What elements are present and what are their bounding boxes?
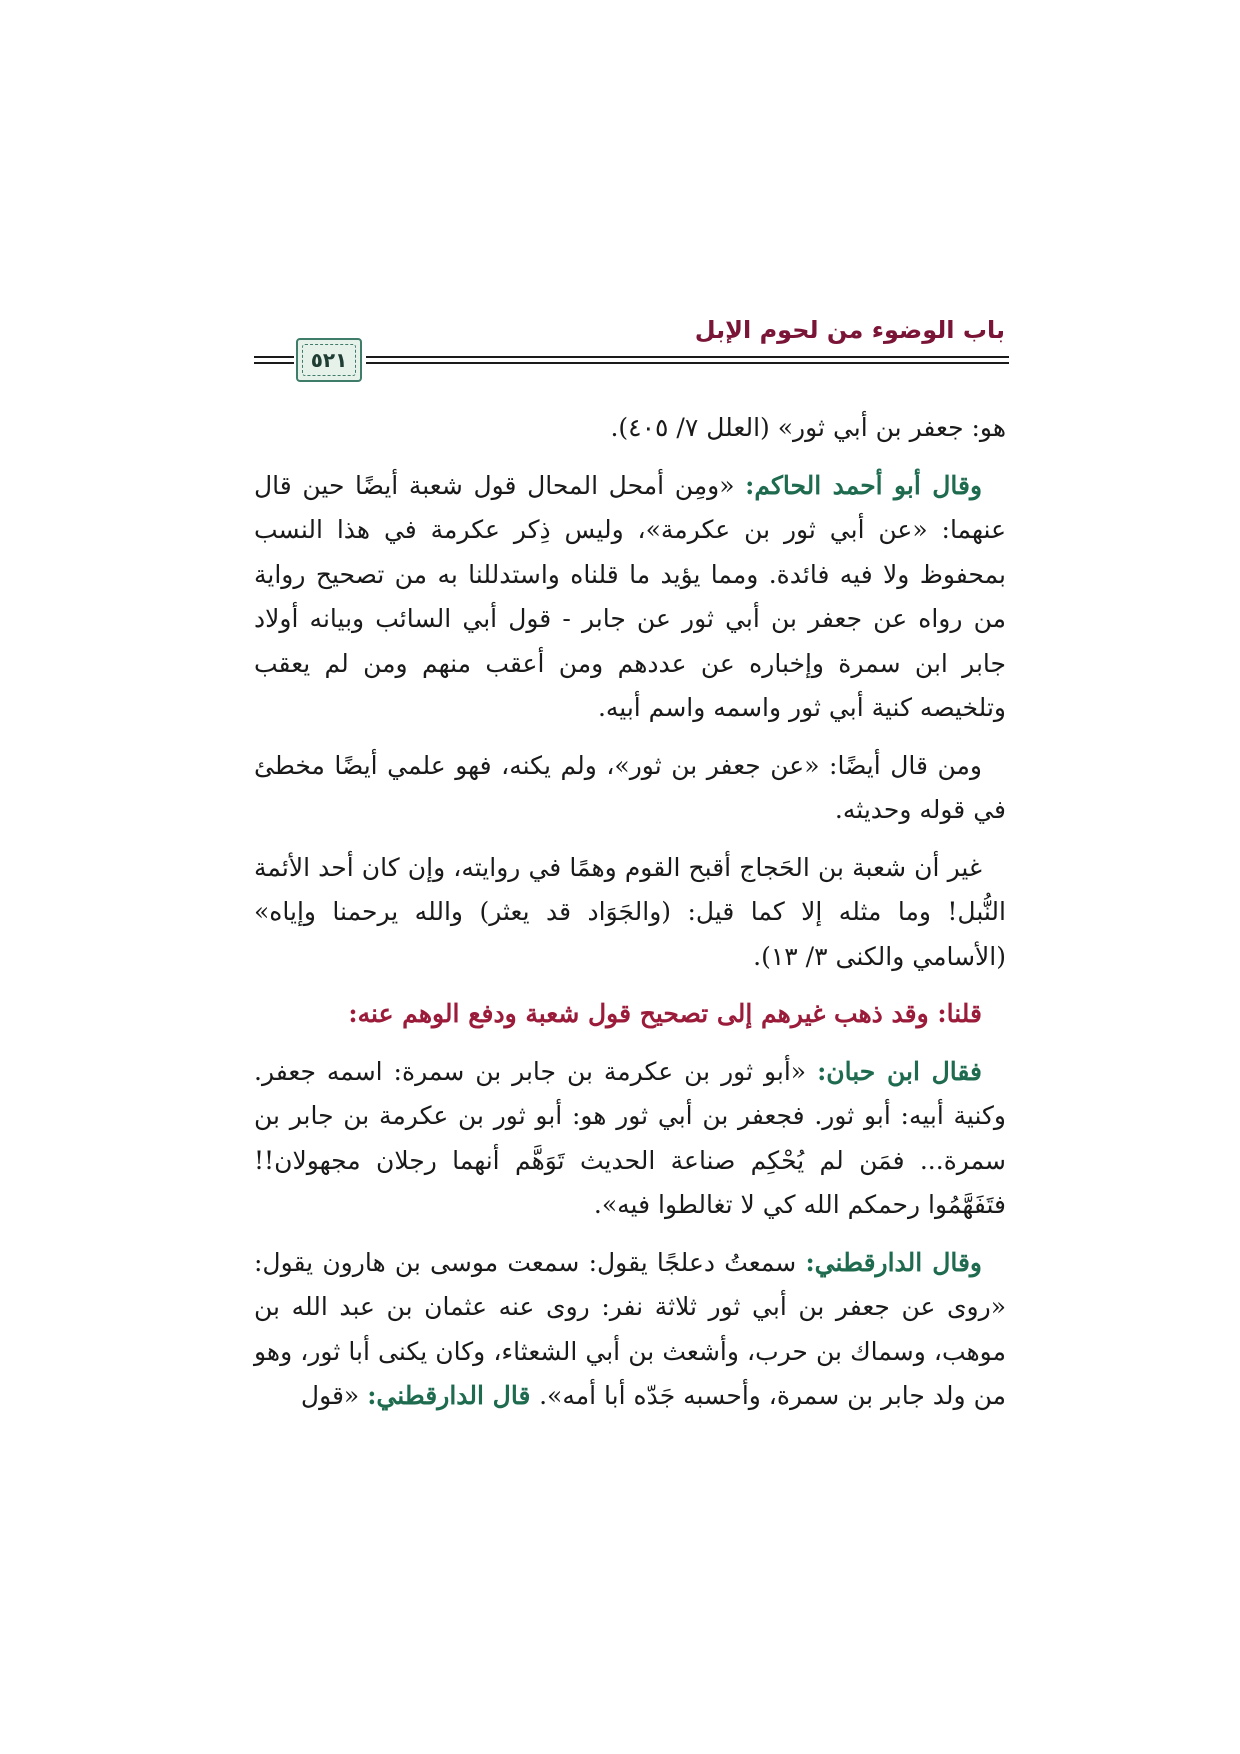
speaker-label: فقال ابن حبان: [817, 1056, 982, 1086]
header-rule-left-bottom [254, 362, 294, 364]
speaker-label-2: قال الدارقطني: [367, 1381, 540, 1410]
header-rule-top [366, 356, 1009, 358]
paragraph-hakim [254, 464, 1006, 731]
paragraph-text: هو: جعفر بن أبي ثور» (العلل ٧/ ٤٠٥). [610, 413, 1006, 442]
paragraph-ibn-hibban [254, 1050, 1006, 1228]
speaker-label: وقال أبو أحمد الحاكم: [745, 470, 983, 500]
page-number: ٥٢١ [310, 348, 348, 372]
chapter-title: باب الوضوء من لحوم الإبل [694, 316, 1005, 344]
header-rule-bottom [366, 362, 1009, 364]
page-number-frame [296, 338, 362, 382]
paragraph-qulna [254, 992, 1006, 1037]
paragraph-kunya [254, 744, 1006, 833]
page-header [254, 316, 1009, 386]
paragraph-shuba [254, 846, 1006, 980]
page-body [254, 406, 1006, 1432]
paragraph-continuation [254, 406, 1006, 451]
paragraph-text: غير أن شعبة بن الحَجاج أقبح القوم وهمًا في روايته، وإن كان أحد الأئمة النُّبل! وما مثله إلا كما قيل: (والجَوَاد قد يعثر) والله يرحمنا وإياه» (الأسامي والكنى ٣/ ١٣). [254, 852, 1006, 971]
paragraph-text: «ومِن أمحل المحال قول شعبة أيضًا حين قال عنهما: «عن أبي ثور بن عكرمة»، وليس ذِكر عكرمة في هذا النسب بمحفوظ ولا فيه فائدة. ومما يؤيد ما قلناه واستدللنا به من تصحيح رواية من رواه عن جعفر بن أبي ثور عن جابر - قول أبي السائب وبيانه أولاد جابر ابن سمرة وإخباره عن عددهم ومن أعقب منهم ومن لم يعقب وتلخيصه كنية أبي ثور واسمه واسم أبيه. [254, 470, 1006, 722]
paragraph-daraqutni [254, 1241, 1006, 1419]
header-rule-left-top [254, 356, 294, 358]
paragraph-text: سمعتُ دعلجًا يقول: سمعت موسى بن هارون يقول: «روى عن جعفر بن أبي ثور ثلاثة نفر: روى عنه عثمان بن عبد الله بن موهب، وسماك بن حرب، وأشعث بن أبي الشعثاء، وكان يكنى أبا ثور، وهو من ولد جابر بن سمرة، وأحسبه جَدّه أبا أمه». [254, 1247, 1006, 1410]
paragraph-text: «أبو ثور بن عكرمة بن جابر بن سمرة: اسمه جعفر. وكنية أبيه: أبو ثور. فجعفر بن أبي ثور هو: أبو ثور بن عكرمة بن جابر بن سمرة... فمَن لم يُحْكِم صناعة الحديث تَوَهَّم أنهما رجلان مجهولان!! فتَفَهَّمُوا رحمكم الله كي لا تغالطوا فيه». [254, 1056, 1006, 1219]
qulna-text: وقد ذهب غيرهم إلى تصحيح قول شعبة ودفع الوهم عنه: [348, 999, 938, 1028]
paragraph-text: ومن قال أيضًا: «عن جعفر بن ثور»، ولم يكنه، فهو علمي أيضًا مخطئ في قوله وحديثه. [254, 750, 1006, 824]
paragraph-text-2: «قول [300, 1381, 368, 1410]
speaker-label: وقال الدارقطني: [805, 1247, 983, 1277]
qulna-label: قلنا: [937, 999, 982, 1028]
